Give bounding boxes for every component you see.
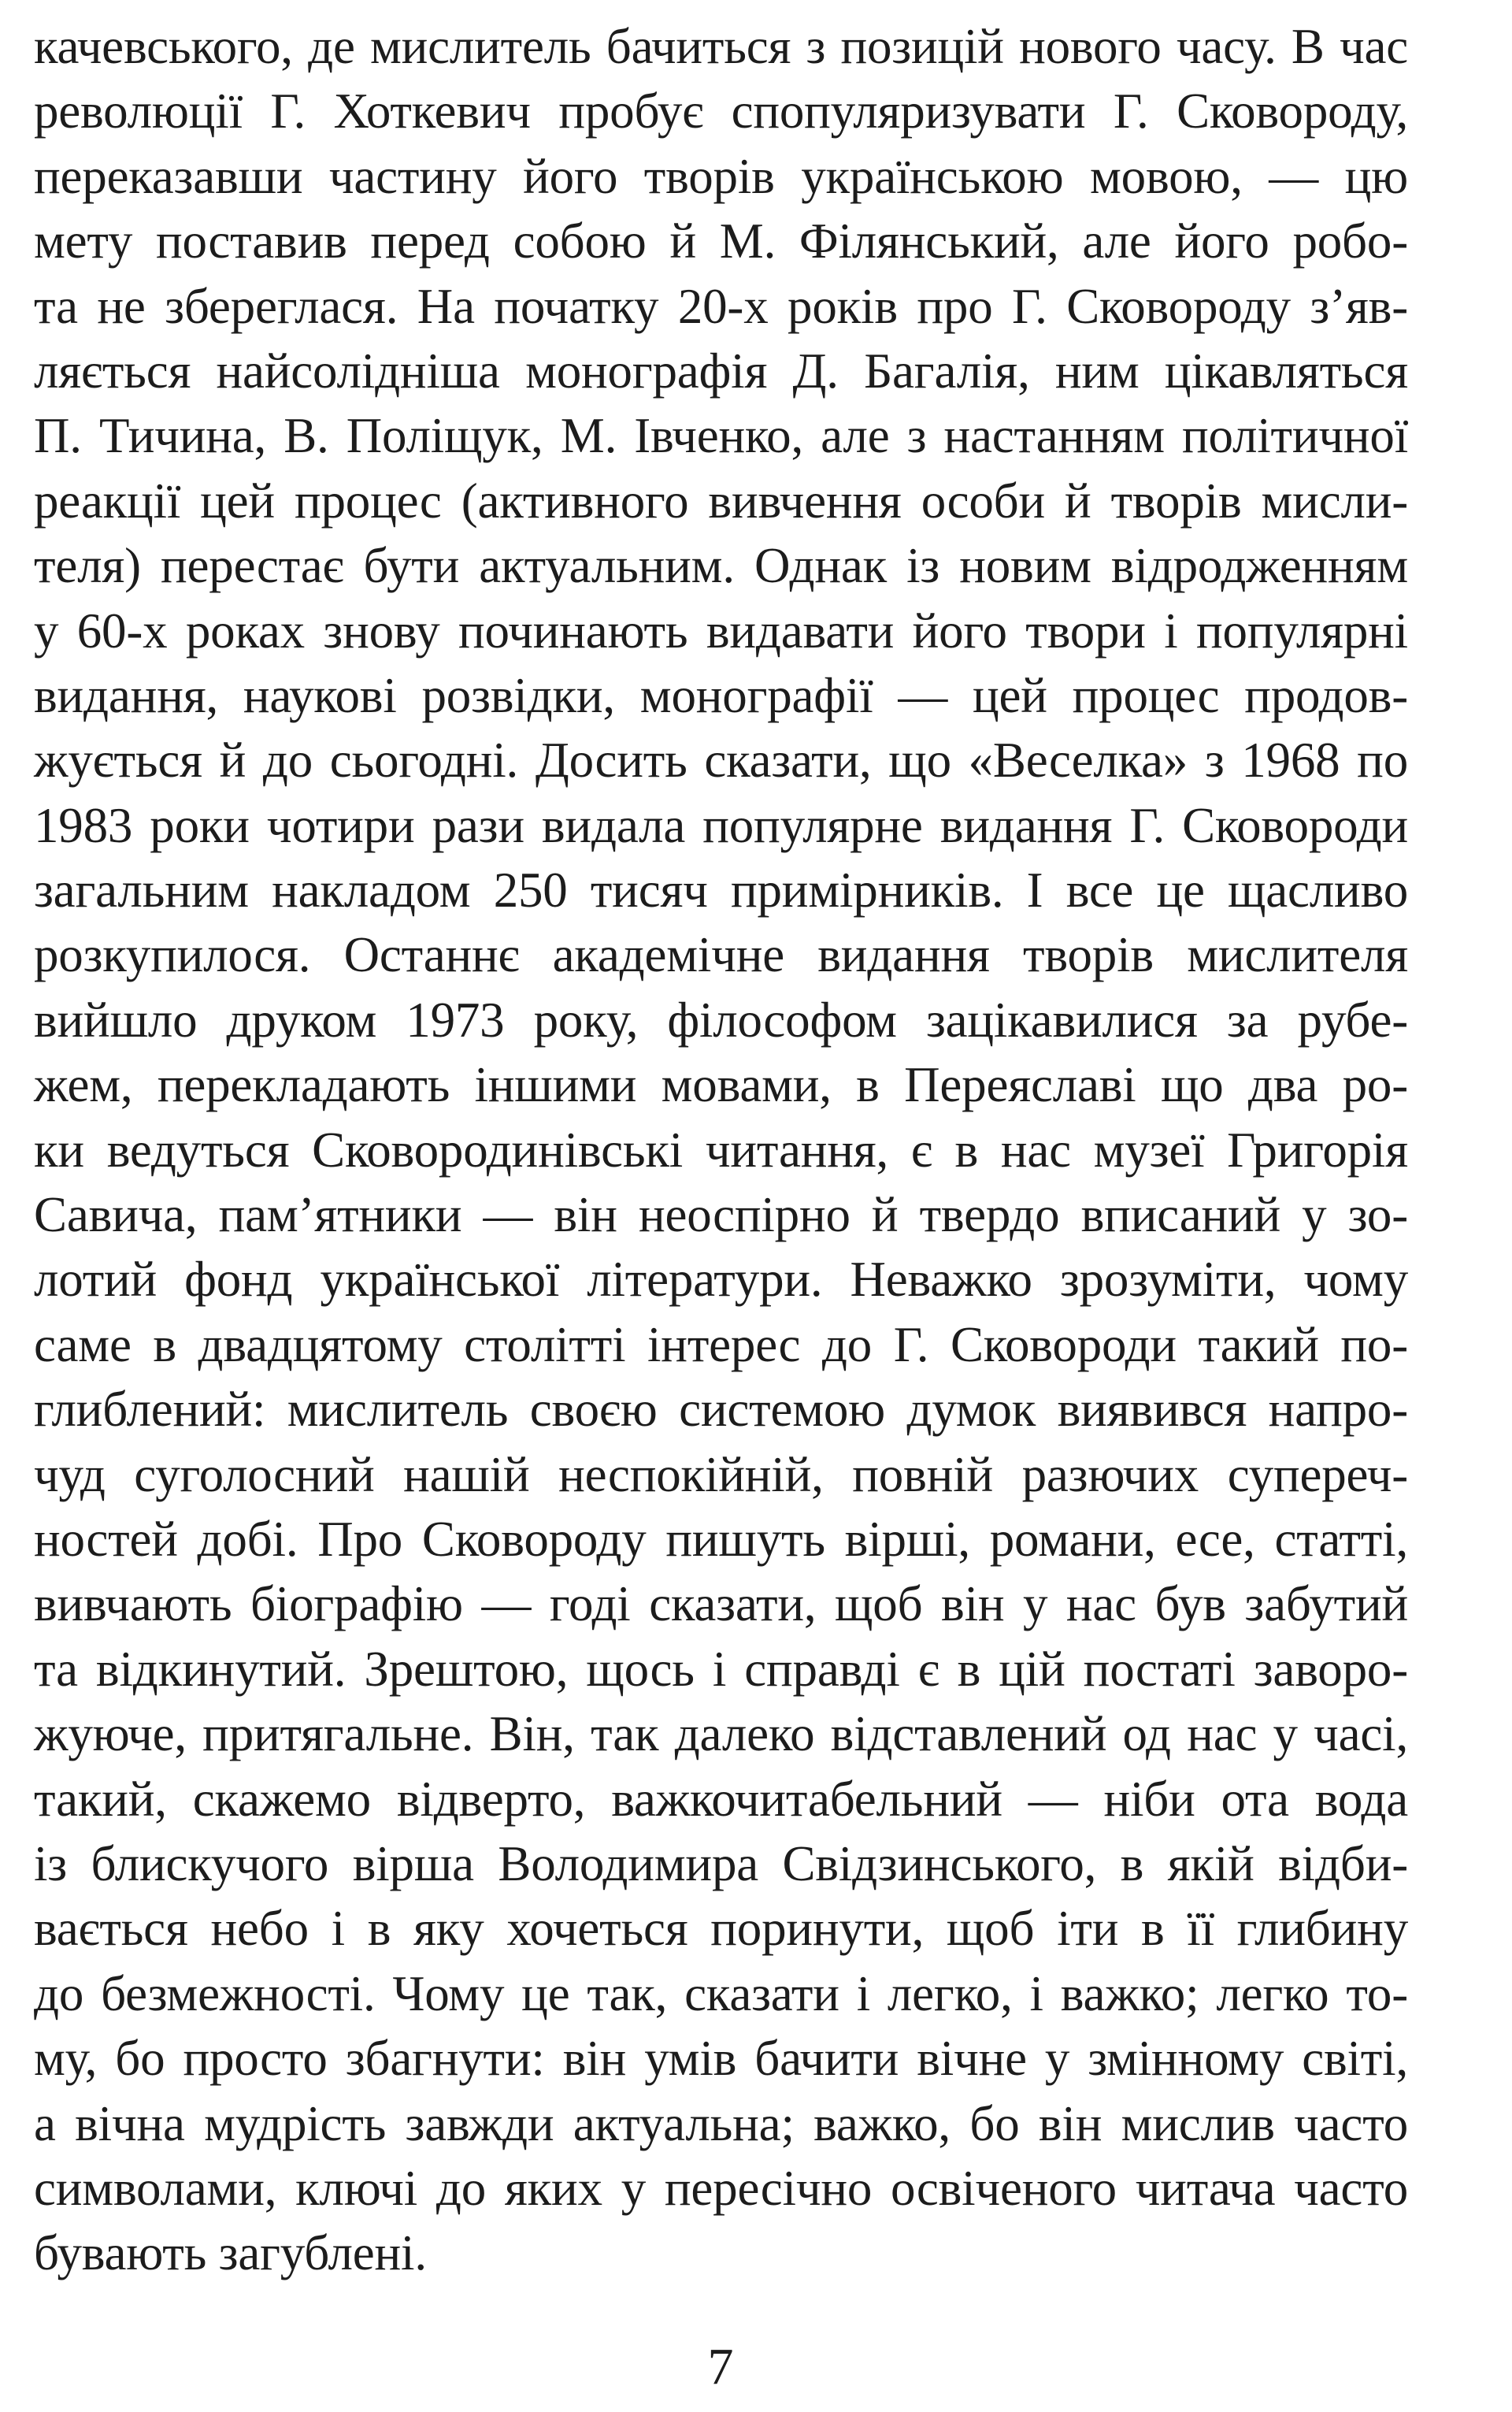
- text-line: ностей добі. Про Сковороду пишуть вірші, романи, есе, статті,: [34, 1511, 1408, 1567]
- text-line: жуюче, притягальне. Він, так далеко відставлений од нас у часі,: [34, 1706, 1408, 1762]
- text-line: жується й до сьогодні. Досить сказати, що «Веселка» з 1968 по: [34, 733, 1408, 789]
- text-line: вивчають біографію — годі сказати, щоб він у нас був забутий: [34, 1576, 1408, 1632]
- text-line: мету поставив перед собою й М. Філянський, але його робо-: [34, 213, 1408, 269]
- text-line: символами, ключі до яких у пересічно освіченого читача часто: [34, 2160, 1408, 2216]
- text-line: му, бо просто збагнути: він умів бачити вічне у змінному світі,: [34, 2031, 1408, 2087]
- page-number: 7: [707, 2338, 734, 2395]
- text-line: саме в двадцятому столітті інтерес до Г. Сковороди такий по-: [34, 1316, 1408, 1372]
- text-line: ки ведуться Сковородинівські читання, є в нас музеї Григорія: [34, 1122, 1408, 1178]
- text-line: чуд суголосний нашій неспокійній, повній разючих супереч-: [34, 1446, 1408, 1502]
- text-line: переказавши частину його творів українською мовою, — цю: [34, 148, 1408, 204]
- text-line: та не збереглася. На початку 20-х років про Г. Сковороду з’яв-: [34, 278, 1408, 334]
- body-text: [34, 14, 1408, 2286]
- text-line: загальним накладом 250 тисяч примірників. І все це щасливо: [34, 863, 1408, 918]
- text-line: 1983 роки чотири рази видала популярне видання Г. Сковороди: [34, 797, 1408, 853]
- text-line: вається небо і в яку хочеться поринути, щоб іти в її глибину: [34, 1901, 1408, 1957]
- text-line: такий, скажемо відверто, важкочитабельний — ніби ота вода: [34, 1771, 1408, 1827]
- text-line: революції Г. Хоткевич пробує спопуляризувати Г. Сковороду,: [34, 83, 1408, 139]
- text-line: П. Тичина, В. Поліщук, М. Івченко, але з настанням політичної: [34, 408, 1408, 464]
- text-line: а вічна мудрість завжди актуальна; важко, бо він мислив часто: [34, 2095, 1408, 2151]
- text-line: у 60-х роках знову починають видавати його твори і популярні: [34, 603, 1408, 659]
- text-line: розкупилося. Останнє академічне видання творів мислителя: [34, 927, 1408, 983]
- text-line: глиблений: мислитель своєю системою думок виявився напро-: [34, 1382, 1408, 1438]
- text-line: реакції цей процес (активного вивчення особи й творів мисли-: [34, 473, 1408, 529]
- text-line: до безмежності. Чому це так, сказати і легко, і важко; легко то-: [34, 1965, 1408, 2021]
- text-line: качевського, де мислитель бачиться з позицій нового часу. В час: [34, 19, 1408, 74]
- text-line: та відкинутий. Зрештою, щось і справді є в цій постаті заворо-: [34, 1641, 1408, 1697]
- text-line-last: бувають загублені.: [34, 2225, 427, 2281]
- text-line: вийшло друком 1973 року, філософом зацікавилися за рубе-: [34, 992, 1408, 1048]
- text-line: видання, наукові розвідки, монографії — цей процес продов-: [34, 667, 1408, 723]
- text-line: теля) перестає бути актуальним. Однак із новим відродженням: [34, 538, 1408, 594]
- text-line: Савича, пам’ятники — він неоспірно й твердо вписаний у зо-: [34, 1187, 1408, 1243]
- text-line: лотий фонд української літератури. Неважко зрозуміти, чому: [34, 1252, 1408, 1308]
- text-line: ляється найсолідніша монографія Д. Багалія, ним цікавляться: [34, 343, 1408, 399]
- text-line: із блискучого вірша Володимира Свідзинського, в якій відби-: [34, 1835, 1408, 1891]
- text-line: жем, перекладають іншими мовами, в Переяславі що два ро-: [34, 1057, 1408, 1113]
